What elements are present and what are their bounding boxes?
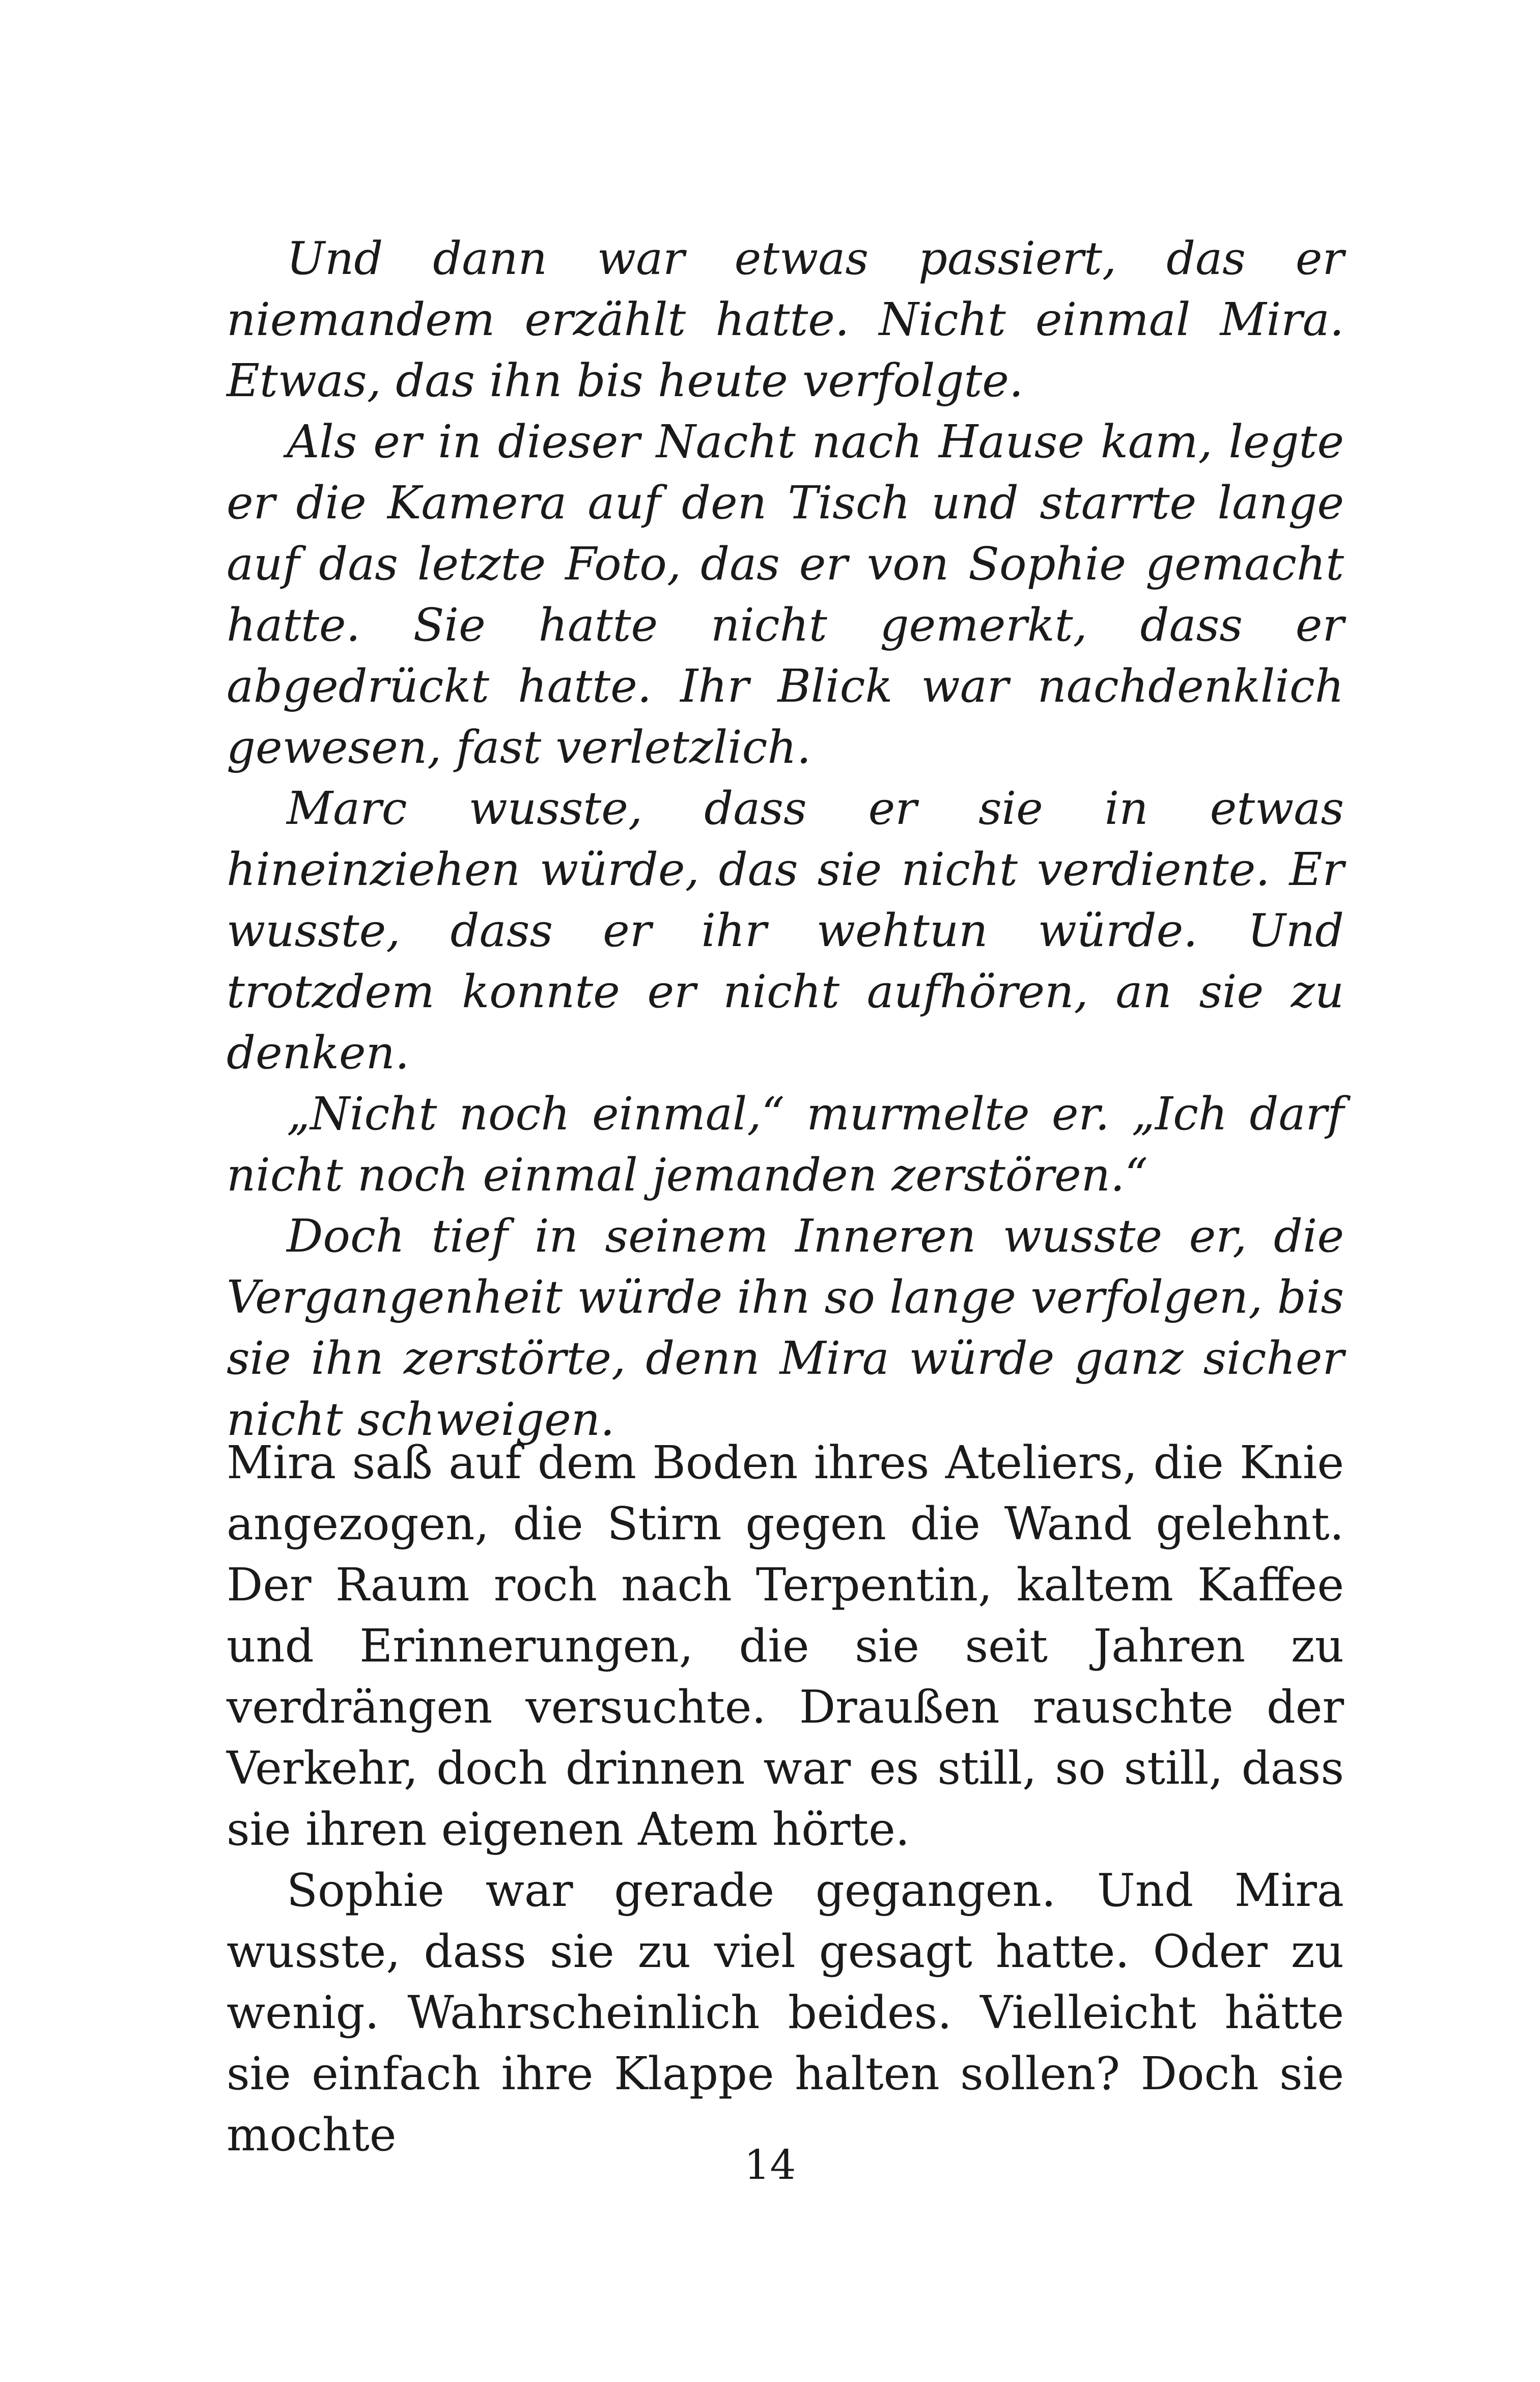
paragraph: Doch tief in seinem Inneren wusste er, die Vergangenheit würde ihn so lange verfolgen, bis sie ihn zerstörte, denn Mira würde ganz sicher nicht schweigen. — [227, 1209, 1344, 1446]
italic-passage — [227, 228, 1344, 1450]
paragraph: Sophie war gerade gegangen. Und Mira wusste, dass sie zu viel gesagt hatte. Oder zu wenig. Wahrscheinlich beides. Vielleicht hätte sie einfach ihre Klappe halten sollen? Doch sie mochte — [227, 1864, 1344, 2161]
paragraph: Als er in dieser Nacht nach Hause kam, legte er die Kamera auf den Tisch und starrte lange auf das letzte Foto, das er von Sophie gemacht hatte. Sie hatte nicht gemerkt, dass er abgedrückt hatte. Ihr Blick war nachdenklich gewesen, fast verletzlich. — [227, 415, 1344, 773]
paragraph: Und dann war etwas passiert, das er niemandem erzählt hatte. Nicht einmal Mira. Etwas, das ihn bis heute verfolgte. — [227, 232, 1344, 407]
page-number: 14 — [744, 2141, 796, 2189]
paragraph: „Nicht noch einmal,“ murmelte er. „Ich darf nicht noch einmal jemanden zerstören.“ — [227, 1087, 1344, 1201]
regular-passage — [227, 1432, 1344, 2165]
paragraph: Mira saß auf dem Boden ihres Ateliers, die Knie angezogen, die Stirn gegen die Wand gelehnt. Der Raum roch nach Terpentin, kaltem Kaffee und Erinnerungen, die sie seit Jahren zu verdrängen versuchte. Draußen rauschte der Verkehr, doch drinnen war es still, so still, dass sie ihren eigenen Atem hörte. — [227, 1436, 1344, 1855]
paragraph: Marc wusste, dass er sie in etwas hineinziehen würde, das sie nicht verdiente. Er wusste, dass er ihr wehtun würde. Und trotzdem konnte er nicht aufhören, an sie zu denken. — [227, 782, 1344, 1079]
